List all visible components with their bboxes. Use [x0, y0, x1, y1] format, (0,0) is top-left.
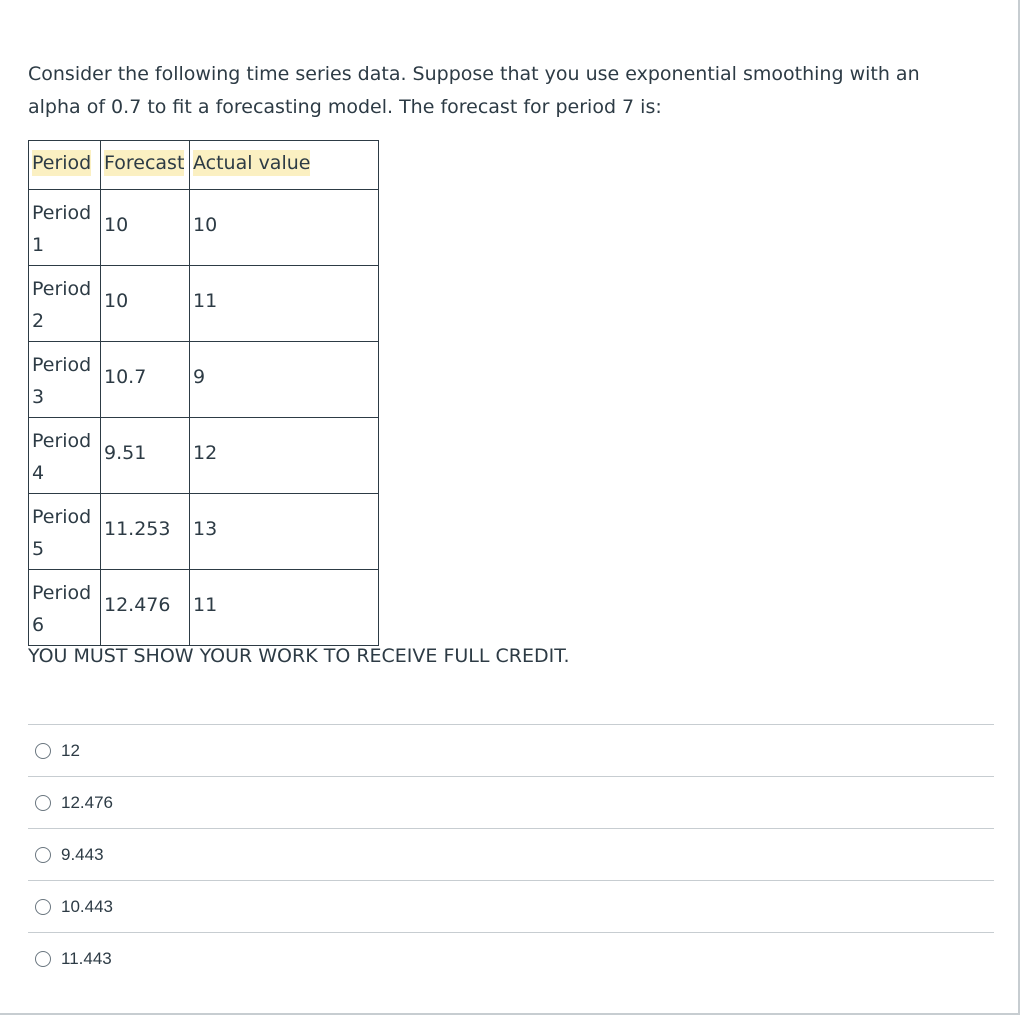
table-row: [29, 418, 379, 494]
period-cell: Period 4: [29, 418, 101, 494]
period-cell: Period 3: [29, 342, 101, 418]
header-actual-value: Actual value: [190, 141, 379, 190]
actual-value-cell: 9: [190, 342, 379, 418]
answer-option[interactable]: [28, 776, 994, 828]
period-cell: Period 6: [29, 570, 101, 646]
actual-value-cell: 11: [190, 266, 379, 342]
answer-option[interactable]: [28, 724, 994, 776]
question-text: Consider the following time series data. Suppose that you use exponential smoothing with an alpha of 0.7 to fit a forecasting model. The forecast for period 7 is:: [28, 63, 920, 118]
table-row: [29, 570, 379, 646]
actual-value-cell: 12: [190, 418, 379, 494]
answer-choices: [28, 724, 994, 984]
period-cell: Period 1: [29, 190, 101, 266]
table-row: [29, 190, 379, 266]
show-work-notice: YOU MUST SHOW YOUR WORK TO RECEIVE FULL CREDIT.: [28, 645, 570, 667]
answer-label: 12: [61, 740, 80, 760]
time-series-table: [28, 140, 379, 646]
answer-option[interactable]: [28, 932, 994, 984]
forecast-cell: 10: [101, 190, 190, 266]
table-row: [29, 342, 379, 418]
answer-option[interactable]: [28, 828, 994, 880]
header-forecast: Forecast: [101, 141, 190, 190]
header-period: Period: [29, 141, 101, 190]
radio-button-icon[interactable]: [35, 899, 51, 915]
period-cell: Period 5: [29, 494, 101, 570]
answer-label: 9.443: [61, 844, 104, 864]
forecast-cell: 9.51: [101, 418, 190, 494]
table-row: [29, 266, 379, 342]
table-row: [29, 494, 379, 570]
actual-value-cell: 10: [190, 190, 379, 266]
forecast-cell: 12.476: [101, 570, 190, 646]
actual-value-cell: 11: [190, 570, 379, 646]
answer-label: 11.443: [61, 948, 112, 968]
forecast-cell: 10.7: [101, 342, 190, 418]
radio-button-icon[interactable]: [35, 951, 51, 967]
period-cell: Period 2: [29, 266, 101, 342]
table-header-row: [29, 141, 379, 190]
answer-option[interactable]: [28, 880, 994, 932]
forecast-cell: 11.253: [101, 494, 190, 570]
answer-label: 10.443: [61, 896, 113, 916]
radio-button-icon[interactable]: [35, 795, 51, 811]
radio-button-icon[interactable]: [35, 847, 51, 863]
forecast-cell: 10: [101, 266, 190, 342]
answer-label: 12.476: [61, 792, 113, 812]
radio-button-icon[interactable]: [35, 743, 51, 759]
actual-value-cell: 13: [190, 494, 379, 570]
